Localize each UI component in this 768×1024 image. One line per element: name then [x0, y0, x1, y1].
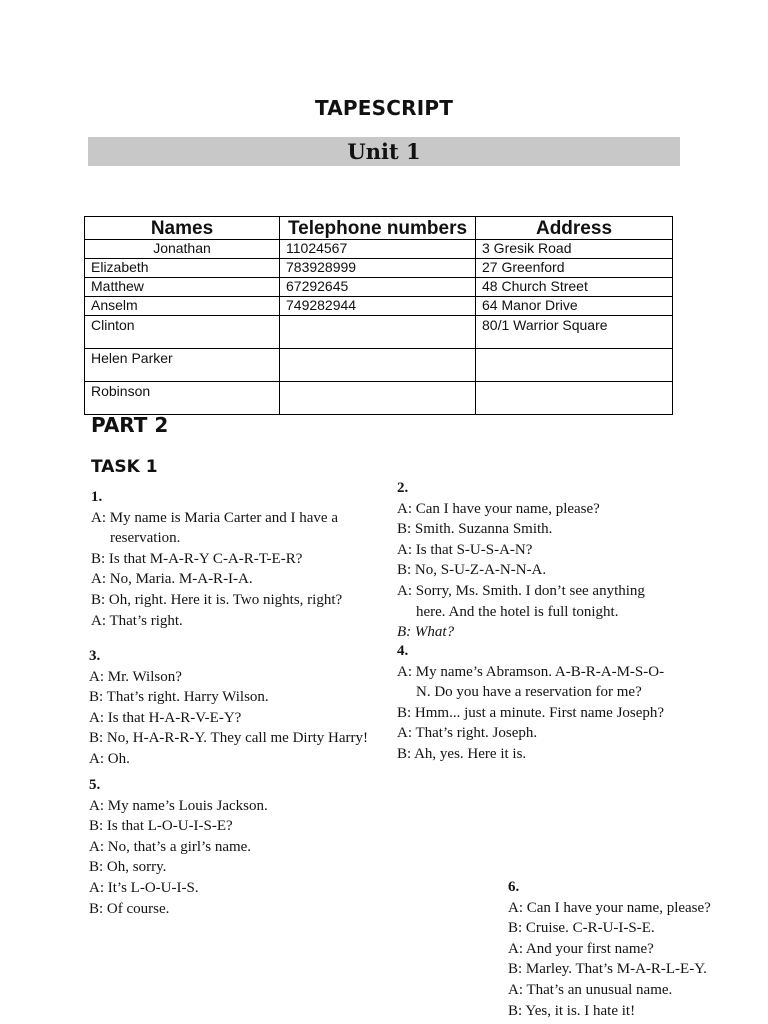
dialogue-line: A: It’s L-O-U-I-S.	[89, 879, 199, 896]
dialogue-line: A: Mr. Wilson?	[89, 668, 182, 685]
dialogue-3	[89, 646, 368, 770]
dialogue-number: 6.	[508, 879, 520, 895]
table-row	[85, 316, 673, 349]
contacts-table	[84, 216, 673, 415]
phone-cell: 749282944	[280, 297, 476, 316]
dialogue-line: A: My name is Maria Carter and I have a	[91, 509, 338, 526]
dialogue-line: B: Is that M-A-R-Y C-A-R-T-E-R?	[91, 550, 303, 567]
dialogue-line: A: No, Maria. M-A-R-I-A.	[91, 571, 253, 588]
dialogue-line: B: Oh, right. Here it is. Two nights, right?	[91, 591, 343, 608]
dialogue-6	[508, 877, 711, 1021]
dialogue-line: N. Do you have a reservation for me?	[416, 684, 642, 701]
task-heading: TASK 1	[91, 457, 158, 477]
address-cell: 27 Greenford	[476, 259, 673, 278]
name-cell: Clinton	[85, 316, 280, 349]
dialogue-4	[397, 641, 664, 765]
table-row	[85, 382, 673, 415]
dialogue-line: B: Marley. That’s M-A-R-L-E-Y.	[508, 961, 707, 978]
dialogue-line: B: Of course.	[89, 900, 170, 917]
dialogue-number: 5.	[89, 777, 101, 793]
dialogue-line: A: Can I have your name, please?	[397, 500, 600, 517]
dialogue-number: 4.	[397, 643, 409, 659]
column-header-address: Address	[476, 217, 673, 240]
column-header-telephone: Telephone numbers	[280, 217, 476, 240]
address-cell	[476, 382, 673, 415]
dialogue-line: A: Is that S-U-S-A-N?	[397, 541, 533, 558]
name-cell: Jonathan	[85, 240, 280, 259]
part-heading: PART 2	[91, 413, 169, 437]
dialogue-line: B: What?	[397, 624, 455, 641]
phone-cell: 11024567	[280, 240, 476, 259]
dialogue-line: B: Is that L-O-U-I-S-E?	[89, 818, 233, 835]
dialogue-line: A: Sorry, Ms. Smith. I don’t see anything	[397, 582, 645, 599]
unit-heading: Unit 1	[88, 137, 680, 166]
dialogue-line: reservation.	[110, 530, 181, 547]
phone-cell	[280, 349, 476, 382]
address-cell: 64 Manor Drive	[476, 297, 673, 316]
dialogue-line: A: And your first name?	[508, 940, 654, 957]
table-row	[85, 297, 673, 316]
dialogue-line: A: That’s right.	[91, 612, 183, 629]
dialogue-line: A: Can I have your name, please?	[508, 899, 711, 916]
column-header-names: Names	[85, 217, 280, 240]
dialogue-line: B: Yes, it is. I hate it!	[508, 1002, 636, 1019]
table-row	[85, 278, 673, 297]
address-cell	[476, 349, 673, 382]
table-header-row	[85, 217, 673, 240]
table-row	[85, 259, 673, 278]
dialogue-line: B: No, S-U-Z-A-N-N-A.	[397, 562, 547, 579]
dialogue-line: here. And the hotel is full tonight.	[416, 603, 619, 620]
dialogue-line: A: No, that’s a girl’s name.	[89, 838, 252, 855]
dialogue-number: 3.	[89, 648, 101, 664]
dialogue-line: B: Ah, yes. Here it is.	[397, 745, 527, 762]
address-cell: 48 Church Street	[476, 278, 673, 297]
name-cell: Anselm	[85, 297, 280, 316]
dialogue-line: B: Smith. Suzanna Smith.	[397, 521, 553, 538]
table-row	[85, 240, 673, 259]
dialogue-line: B: Hmm... just a minute. First name Joseph?	[397, 704, 665, 721]
dialogue-line: B: That’s right. Harry Wilson.	[89, 689, 269, 706]
dialogue-line: A: Oh.	[89, 750, 130, 767]
dialogue-1	[91, 487, 342, 631]
name-cell: Helen Parker	[85, 349, 280, 382]
dialogue-2	[397, 478, 645, 643]
page-title: TAPESCRIPT	[314, 96, 454, 120]
name-cell: Matthew	[85, 278, 280, 297]
dialogue-line: A: That’s an unusual name.	[508, 981, 673, 998]
dialogue-line: B: Cruise. C-R-U-I-S-E.	[508, 920, 655, 937]
dialogue-line: A: Is that H-A-R-V-E-Y?	[89, 709, 242, 726]
dialogue-line: A: My name’s Abramson. A-B-R-A-M-S-O-	[397, 663, 665, 680]
dialogue-number: 2.	[397, 480, 409, 496]
phone-cell	[280, 316, 476, 349]
phone-cell: 67292645	[280, 278, 476, 297]
name-cell: Robinson	[85, 382, 280, 415]
dialogue-5	[89, 775, 268, 919]
dialogue-line: B: No, H-A-R-R-Y. They call me Dirty Harry!	[89, 730, 368, 747]
dialogue-line: A: My name’s Louis Jackson.	[89, 797, 268, 814]
address-cell: 3 Gresik Road	[476, 240, 673, 259]
name-cell: Elizabeth	[85, 259, 280, 278]
table-row	[85, 349, 673, 382]
phone-cell: 783928999	[280, 259, 476, 278]
address-cell: 80/1 Warrior Square	[476, 316, 673, 349]
dialogue-line: A: That’s right. Joseph.	[397, 725, 538, 742]
phone-cell	[280, 382, 476, 415]
dialogue-number: 1.	[91, 489, 103, 505]
dialogue-line: B: Oh, sorry.	[89, 859, 167, 876]
